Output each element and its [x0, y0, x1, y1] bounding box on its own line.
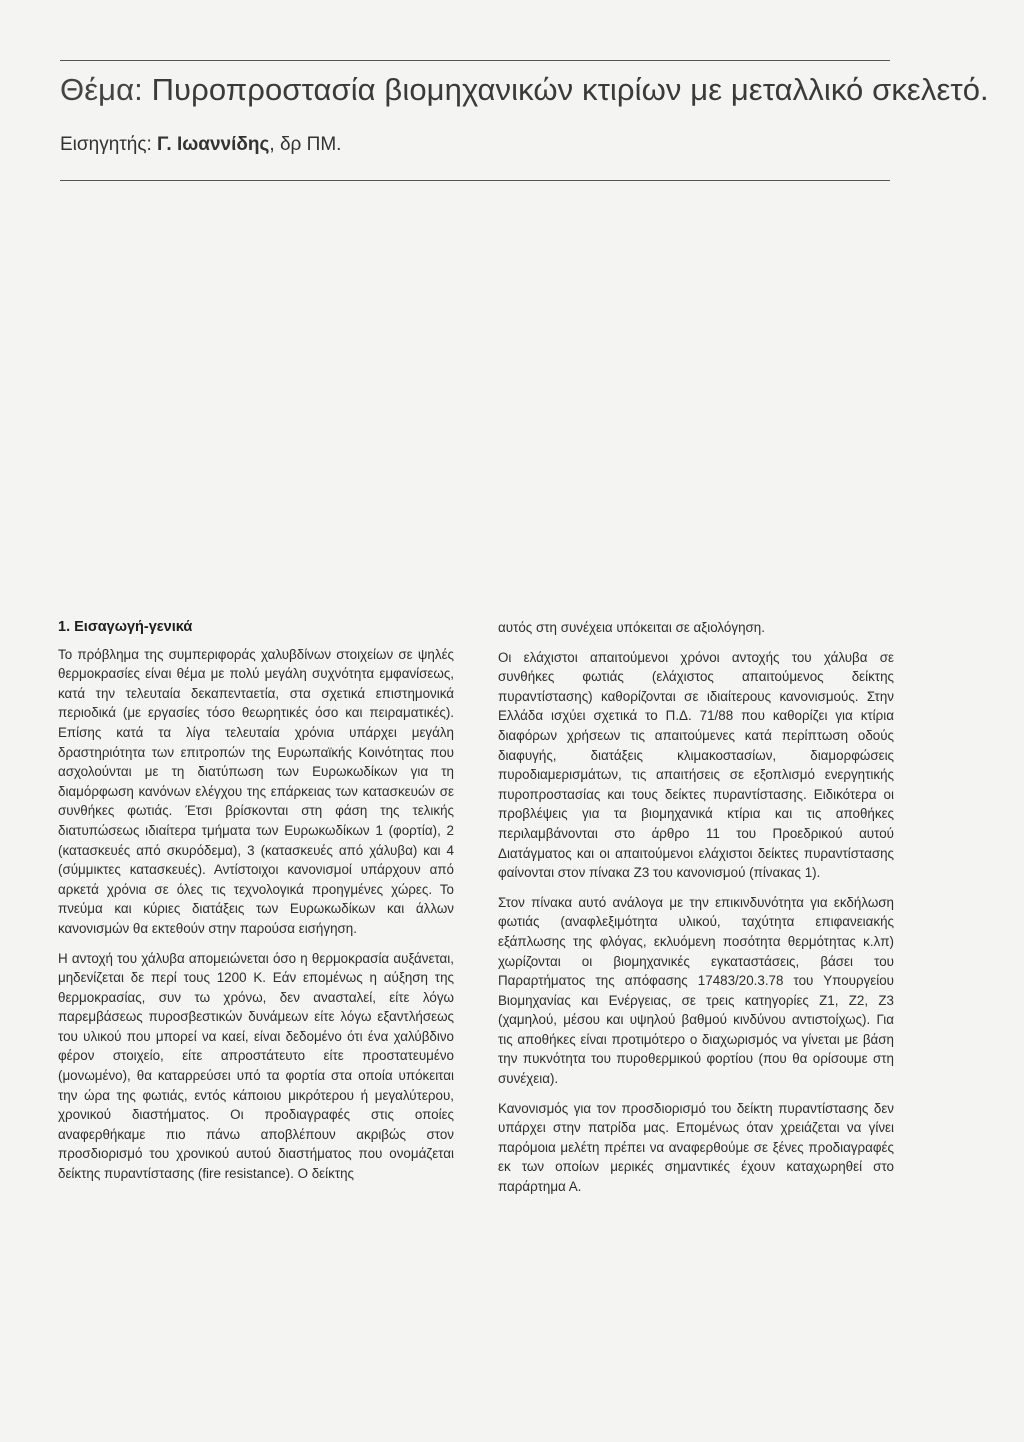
right-paragraph-1: αυτός στη συνέχεια υπόκειται σε αξιολόγηση.	[498, 620, 765, 635]
right-paragraph-4: Κανονισμός για τον προσδιορισμό του δείκτη πυραντίστασης δεν υπάρχει στην πατρίδα μας. Επομένως όταν χρειάζεται να γίνει παρόμοια μελέτη πρέπει να αναφερθούμε σε ξένες προδιαγραφές εκ των οποίων μερικές σημαντικές έχουν καταχωρηθεί στο παράρτημα Α.	[498, 1100, 894, 1195]
left-paragraph-1: Το πρόβλημα της συμπεριφοράς χαλυβδίνων στοιχείων σε ψηλές θερμοκρασίες είναι θέμα με πολύ μεγάλη συχνότητα εμφανίσεως, κατά την τελευταία δεκαπενταετία, στα σχετικά επιστημονικά περιοδικά (με εργασίες τόσο θεωρητικές όσο και πειραματικές). Επίσης κατά τα λίγα τελευταία χρόνια υπάρχει μεγάλη δραστηριότητα των επιτροπών της Ευρωπαϊκής Κοινότητας που ασχολούνται με τη διατύπωση των Ευρωκωδίκων για τη διαμόρφωση κανόνων ελέγχου της επάρκειας των κατασκευών σε συνθήκες φωτιάς. Έτσι βρίσκονται στη φάση της τελικής διατυπώσεως ιδιαίτερα τμήματα των Ευρωκωδίκων 1 (φορτία), 2 (κατασκευές από σκυρόδεμα), 3 (κατασκευές από χάλυβα) και 4 (σύμμικτες κατασκευές). Αντίστοιχοι κανονισμοί υπάρχουν από αρκετά χρόνια σε όλες τις τεχνολογικά προηγμένες χώρες. Το πνεύμα και κύριες διατάξεις των Ευρωκωδίκων και άλλων κανονισμών θα εκτεθούν στην παρούσα εισήγηση.	[58, 646, 454, 936]
author-prefix: Εισηγητής:	[60, 134, 152, 155]
title-prefix: Θέμα:	[60, 72, 143, 107]
author-comma: ,	[269, 134, 275, 155]
right-paragraph-3: Στον πίνακα αυτό ανάλογα με την επικινδυνότητα για εκδήλωση φωτιάς (αναφλεξιμότητα υλικού, ταχύτητα επιφανειακής εξάπλωσης της φλόγας, εκλυόμενη ποσότητα θερμότητας κ.λπ) χωρίζονται οι βιομηχανικές εγκαταστάσεις, βάσει του Παραρτήματος της απόφασης 17483/20.3.78 του Υπουργείου Βιομηχανίας και Ενέργειας, σε τρεις κατηγορίες Ζ1, Ζ2, Ζ3 (χαμηλού, μέσου και υψηλού βαθμού κινδύνου αντιστοίχως). Για τις αποθήκες είναι προτιμότερο ο διαχωρισμός να γίνεται με βάση την πυκνότητα του πυροθερμικού φορτίου (που θα ορίσουμε στη συνέχεια).	[498, 894, 894, 1087]
right-column	[498, 618, 894, 1207]
author-line	[60, 134, 341, 156]
left-paragraph-2: Η αντοχή του χάλυβα απομειώνεται όσο η θερμοκρασία αυξάνεται, μηδενίζεται δε περί τους 1200 Κ. Εάν επομένως η αύξηση της θερμοκρασίας, συν τω χρόνω, δεν ανασταλεί, είτε λόγω παρεμβάσεως πυροσβεστικών δυνάμεων είτε λόγω εξαντλήσεως του υλικού που μπορεί να καεί, είναι δεδομένο ότι ένα χαλύβδινο φέρον στοιχείο, είτε απροστάτευτο είτε προστατευμένο (μονωμένο), θα καταρρεύσει υπό τα φορτία στα οποία υπόκειται την ώρα της φωτιάς, εντός κάποιου μικρότερου ή μεγαλύτερου, χρονικού διαστήματος. Οι προδιαγραφές στις οποίες αναφερθήκαμε πιο πάνω αποβλέπουν ακριβώς στον προσδιορισμό του χρονικού αυτού διαστήματος που ονομάζεται δείκτης πυραντίστασης (fire resistance). Ο δείκτης	[58, 950, 454, 1182]
section-heading: 1. Εισαγωγή-γενικά	[58, 619, 193, 635]
author-suffix: δρ ΠΜ.	[279, 134, 342, 155]
right-paragraph-2: Οι ελάχιστοι απαιτούμενοι χρόνοι αντοχής του χάλυβα σε συνθήκες φωτιάς (ελάχιστος απαιτούμενος δείκτης πυραντίστασης) καθορίζονται σε ιδιαίτερους κανονισμούς. Στην Ελλάδα ισχύει σχετικά το Π.Δ. 71/88 που καθορίζει για κτίρια διαφόρων χρήσεων τις απαιτούμενες κατά περίπτωση οδούς διαφυγής, διατάξεις κλιμακοστασίων, διαμορφώσεις πυροδιαμερισμάτων, τις απαιτήσεις σε εξοπλισμό ενεργητικής πυροπροστασίας και τους δείκτες πυραντίστασης. Ειδικότερα οι προβλέψεις για τα βιομηχανικά κτίρια και τις αποθήκες περιλαμβάνονται στο άρθρο 11 του Προεδρικού αυτού Διατάγματος και οι απαιτούμενοι ελάχιστοι δείκτες πυραντίστασης φαίνονται στον πίνακα Ζ3 του κανονισμού (πίνακας 1).	[498, 649, 894, 881]
page-title	[60, 72, 989, 108]
title-text: Πυροπροστασία βιομηχανικών κτιρίων με μεταλλικό σκελετό.	[151, 72, 989, 107]
left-column	[58, 618, 454, 1194]
header-top-rule	[60, 60, 890, 61]
header-bottom-rule	[60, 180, 890, 181]
author-name: Γ. Ιωαννίδης	[157, 134, 270, 155]
